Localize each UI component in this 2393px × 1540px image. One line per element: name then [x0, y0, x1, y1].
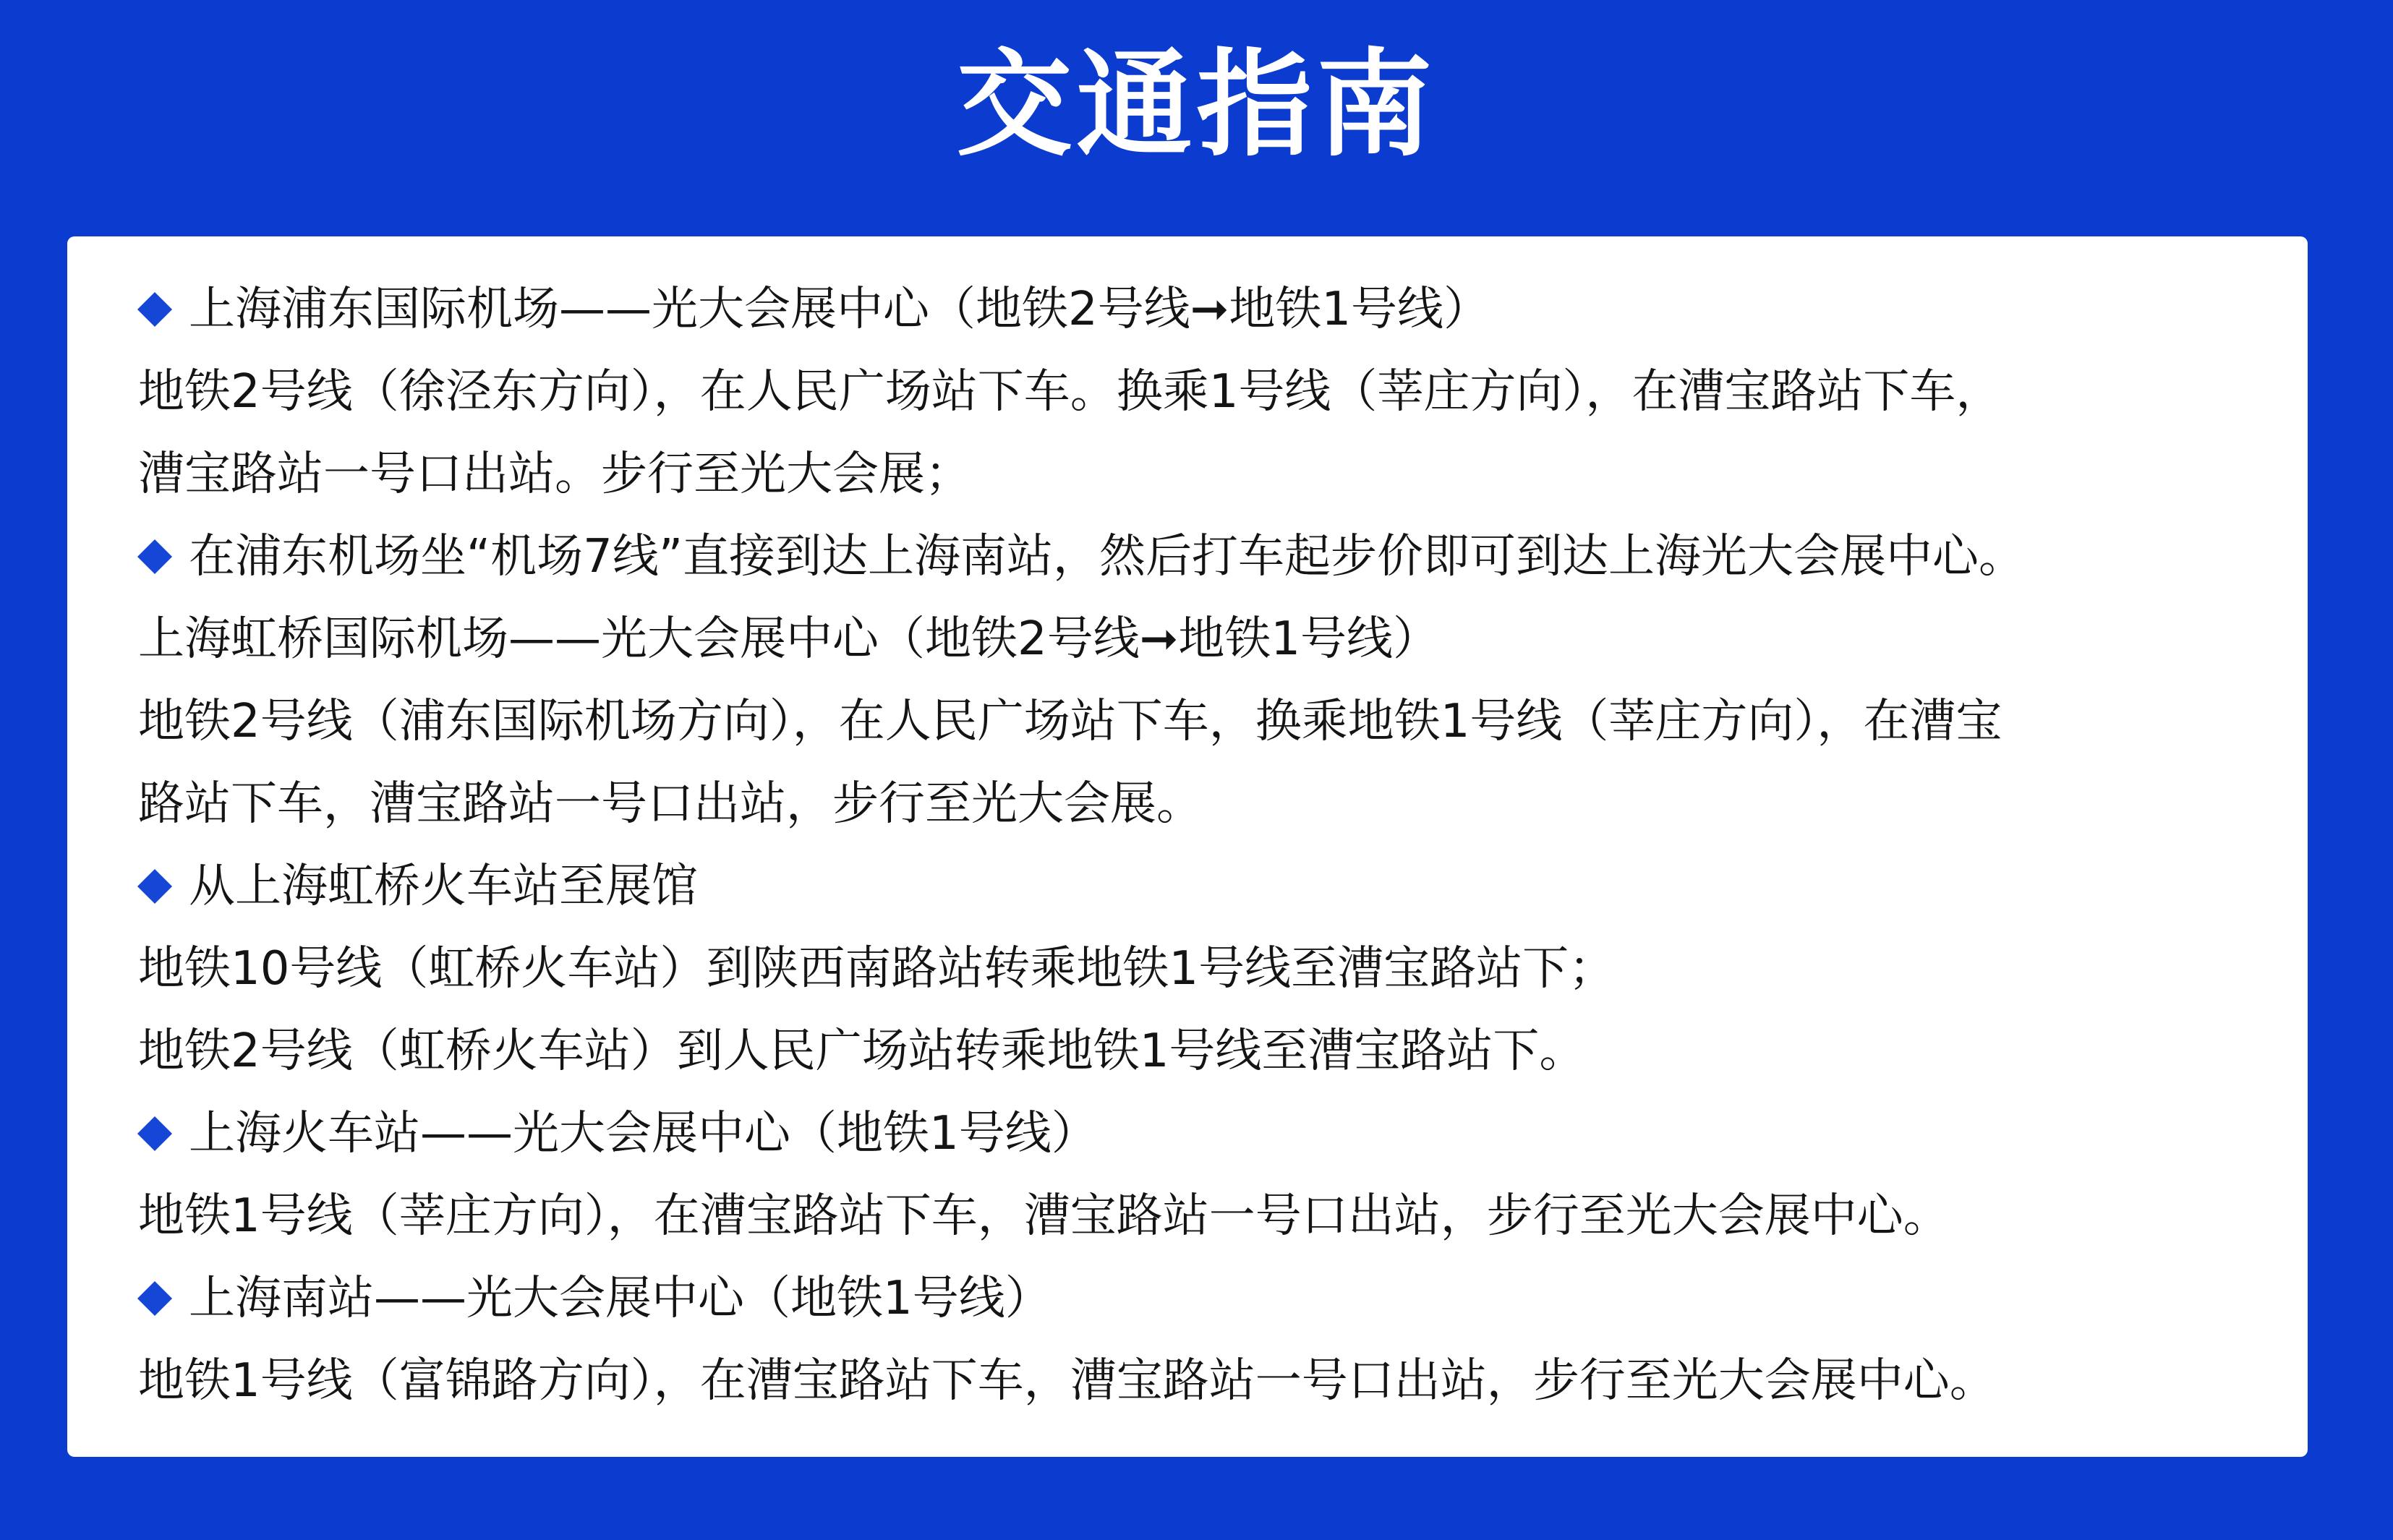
- diamond-bullet-icon: [137, 869, 172, 904]
- page-title: 交通指南: [956, 37, 1437, 172]
- section-heading-text: 从上海虹桥火车站至展馆: [189, 860, 698, 913]
- guide-lines: [138, 268, 2279, 1422]
- guide-text-line: 地铁1号线（富锦路方向），在漕宝路站下车，漕宝路站一号口出站，步行至光大会展中心。: [138, 1354, 1996, 1408]
- diamond-bullet-icon: [137, 539, 172, 574]
- section-heading-text: 在浦东机场坐“机场7线”直接到达上海南站，然后打车起步价即可到达上海光大会展中心。: [189, 530, 2026, 583]
- guide-text-line: 漕宝路站一号口出站。步行至光大会展；: [138, 448, 971, 501]
- guide-text-line: 地铁1号线（莘庄方向），在漕宝路站下车，漕宝路站一号口出站，步行至光大会展中心。: [138, 1189, 1950, 1243]
- diamond-bullet-icon: [137, 1281, 172, 1316]
- content-card: [67, 236, 2308, 1457]
- guide-text-line: 地铁2号线（虹桥火车站）到人民广场站转乘地铁1号线至漕宝路站下。: [138, 1024, 1586, 1078]
- section-heading-text: 上海南站——光大会展中心（地铁1号线）: [189, 1272, 1052, 1325]
- section-heading-text: 上海浦东国际机场——光大会展中心（地铁2号线➞地铁1号线）: [189, 283, 1490, 336]
- section-heading: [138, 268, 2279, 351]
- section-heading-text: 上海火车站——光大会展中心（地铁1号线）: [189, 1107, 1098, 1160]
- guide-text-line: 地铁2号线（徐泾东方向），在人民广场站下车。换乘1号线（莘庄方向），在漕宝路站下车，: [138, 365, 2002, 419]
- section-heading: [138, 516, 2279, 598]
- section-heading: [138, 1257, 2279, 1340]
- section-heading: [138, 1092, 2279, 1175]
- section-heading: [138, 845, 2279, 928]
- diamond-bullet-icon: [137, 292, 172, 327]
- guide-text-line: 上海虹桥国际机场——光大会展中心（地铁2号线➞地铁1号线）: [138, 612, 1440, 666]
- guide-text-line: 地铁10号线（虹桥火车站）到陕西南路站转乘地铁1号线至漕宝路站下；: [138, 942, 1616, 996]
- guide-text-line: 路站下车，漕宝路站一号口出站，步行至光大会展。: [138, 777, 1203, 831]
- diamond-bullet-icon: [137, 1116, 172, 1151]
- guide-text-line: 地铁2号线（浦东国际机场方向），在人民广场站下车，换乘地铁1号线（莘庄方向），在漕宝: [138, 695, 2002, 748]
